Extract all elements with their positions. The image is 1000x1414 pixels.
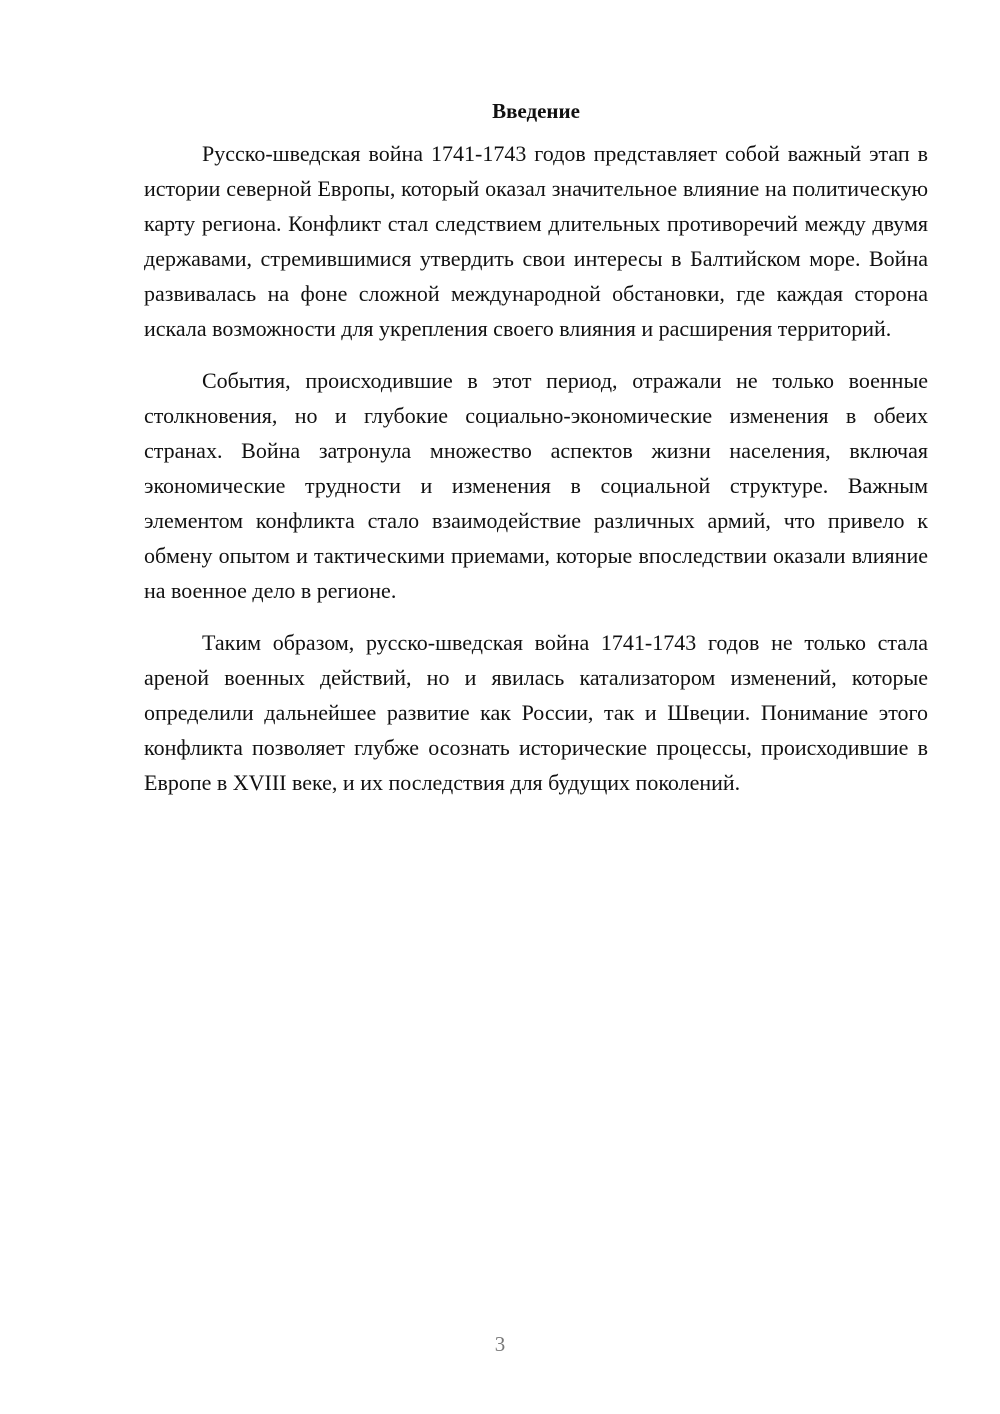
- paragraph-2: События, происходившие в этот период, отражали не только военные столкновения, но и глубокие социально-экономические изменения в обеих странах. Война затронула множество аспектов жизни населения, включая экономические трудности и изменения в социальной структуре. Важным элементом конфликта стало взаимодействие различных армий, что привело к обмену опытом и тактическими приемами, которые впоследствии оказали влияние на военное дело в регионе.: [144, 368, 928, 603]
- paragraph-1: Русско-шведская война 1741-1743 годов представляет собой важный этап в истории северной Европы, который оказал значительное влияние на политическую карту региона. Конфликт стал следствием длительных противоречий между двумя державами, стремившимися утвердить свои интересы в Балтийском море. Война развивалась на фоне сложной международной обстановки, где каждая сторона искала возможности для укрепления своего влияния и расширения территорий.: [144, 141, 928, 341]
- section-heading: Введение: [492, 99, 580, 123]
- paragraph-3: Таким образом, русско-шведская война 1741-1743 годов не только стала ареной военных действий, но и явилась катализатором изменений, которые определили дальнейшее развитие как России, так и Швеции. Понимание этого конфликта позволяет глубже осознать исторические процессы, происходившие в Европе в XVIII веке, и их последствия для будущих поколений.: [144, 630, 928, 795]
- page-body: [144, 96, 928, 817]
- page-number: 3: [494, 1332, 506, 1356]
